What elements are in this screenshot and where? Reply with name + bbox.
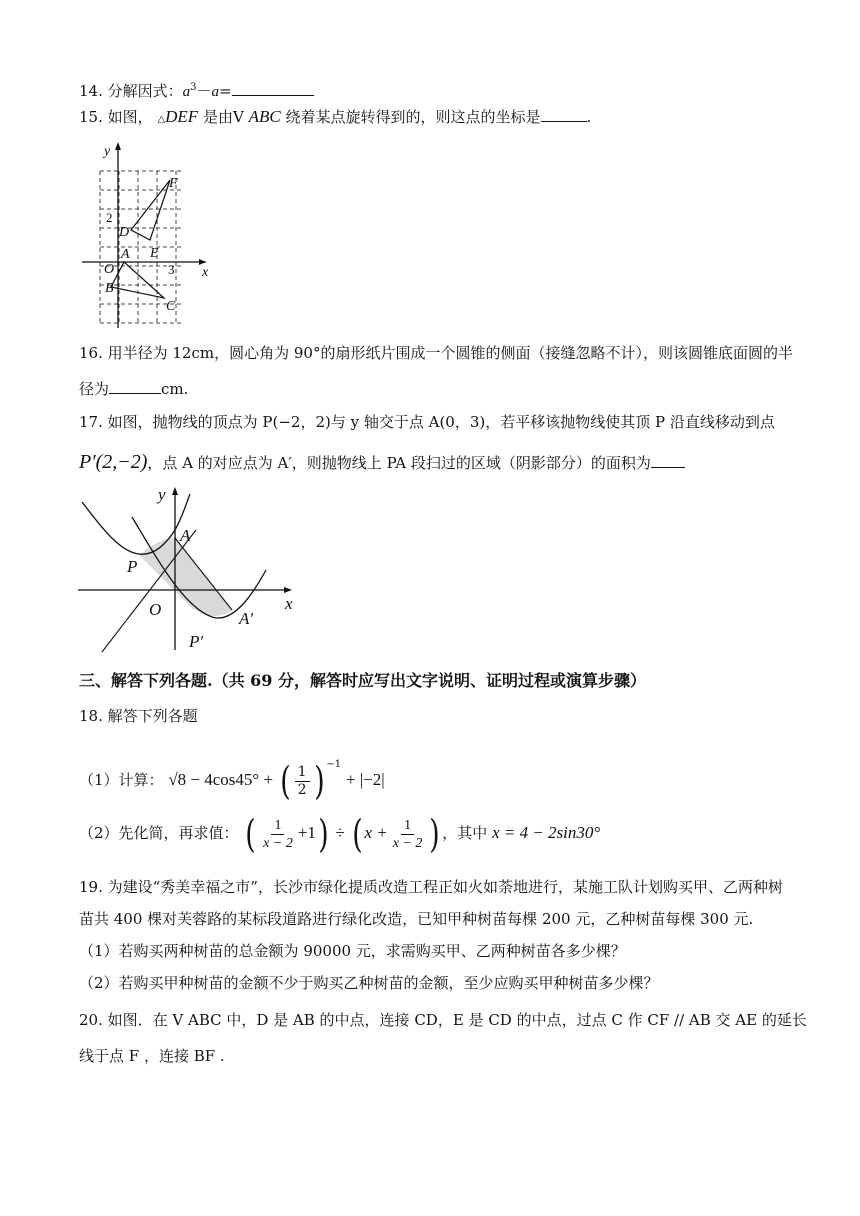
tick-label-2: 2: [106, 210, 113, 225]
answer-blank: [109, 379, 161, 394]
question-19-line2: 苗共 400 棵对芙蓉路的某标段道路进行绿化改造，已知甲种树苗每棵 200 元，乙种树苗每棵 300 元.: [79, 910, 754, 928]
point-d-label: D: [119, 225, 130, 240]
point-o-label: O: [104, 262, 115, 277]
point-p-prime-label: P′: [189, 632, 204, 651]
question-20: 20. 如图．在 V ABC 中，D 是 AB 的中点，连接 CD，E 是 CD 的中点，过点 C 作 CF // AB 交 AE 的延长: [79, 1011, 807, 1029]
point-a-prime-label: A′: [239, 609, 254, 628]
question-16-line2: 径为 cm.: [79, 380, 189, 398]
question-15: 15. 如图， △DEF 是由V ABC 绕着某点旋转得到的，则这点的坐标是 .: [79, 107, 592, 126]
y-axis-arrow-icon: [115, 142, 121, 150]
x-label: x: [202, 265, 209, 280]
section-3-heading: 三、解答下列各题.（共 69 分，解答时应写出文字说明、证明过程或演算步骤）: [79, 671, 646, 690]
point-c-label: C: [166, 299, 176, 314]
y-label: y: [158, 485, 166, 504]
point-p-label: P: [127, 557, 138, 576]
point-a-label: A: [180, 526, 191, 545]
answer-blank: [651, 453, 685, 468]
question-19-part2: （2）若购买甲种树苗的金额不少于购买乙种树苗的金额，至少应购买甲种树苗多少棵？: [79, 974, 659, 992]
rotation-grid-figure: [78, 138, 223, 330]
question-18-title: 18. 解答下列各题: [79, 707, 198, 725]
x-label: x: [285, 594, 293, 613]
origin-label: O: [149, 600, 162, 619]
question-18-part1: （1）计算： √8 − 4cos45° + ( $\frac{1}{2}$ ) $^{-1}$ + |−2|: [79, 759, 385, 803]
question-19-part1: （1）若购买两种树苗的总金额为 90000 元，求需购买甲、乙两种树苗各多少棵？: [79, 942, 626, 960]
y-label: y: [104, 144, 111, 159]
question-18-part2: （2）先化简，再求值： ( $\frac{1}{x - 2}$ +1) ÷ ( x + $\frac{1}{x - 2}$ ) ，其中 x = 4 − 2sin30°: [79, 812, 601, 856]
question-17-line2: P′(2,−2)，点 A 的对应点为 A′，则抛物线上 PA 段扫过的区域（阴影部分）的面积为: [79, 452, 685, 473]
x-axis-arrow-icon: [284, 587, 292, 593]
point-f-label: F: [169, 176, 178, 191]
point-b-label: B: [105, 281, 114, 296]
question-16: 16. 用半径为 12cm，圆心角为 90°的扇形纸片围成一个圆锥的侧面（接缝忽略不计），则该圆锥底面圆的半: [79, 344, 793, 362]
answer-blank: [541, 107, 587, 122]
triangle-def: [131, 180, 170, 240]
question-17: 17. 如图，抛物线的顶点为 P(−2，2)与 y 轴交于点 A(0，3)，若平移该抛物线使其顶 P 沿直线移动到点: [79, 413, 775, 431]
question-14: 14. 分解因式：$a^3-a=$: [79, 78, 314, 102]
tick-label-3: 3: [168, 262, 175, 277]
point-e-label: E: [150, 246, 159, 261]
point-a-label: A: [121, 247, 130, 262]
question-19: 19. 为建设“秀美幸福之市”，长沙市绿化提质改造工程正如火如荼地进行，某施工队计划购买甲、乙两种树: [79, 878, 783, 896]
y-axis-arrow-icon: [172, 487, 178, 495]
answer-blank: [232, 81, 314, 96]
question-20-line2: 线于点 F ，连接 BF .: [79, 1047, 225, 1065]
parabola-translation-figure: [74, 482, 306, 657]
